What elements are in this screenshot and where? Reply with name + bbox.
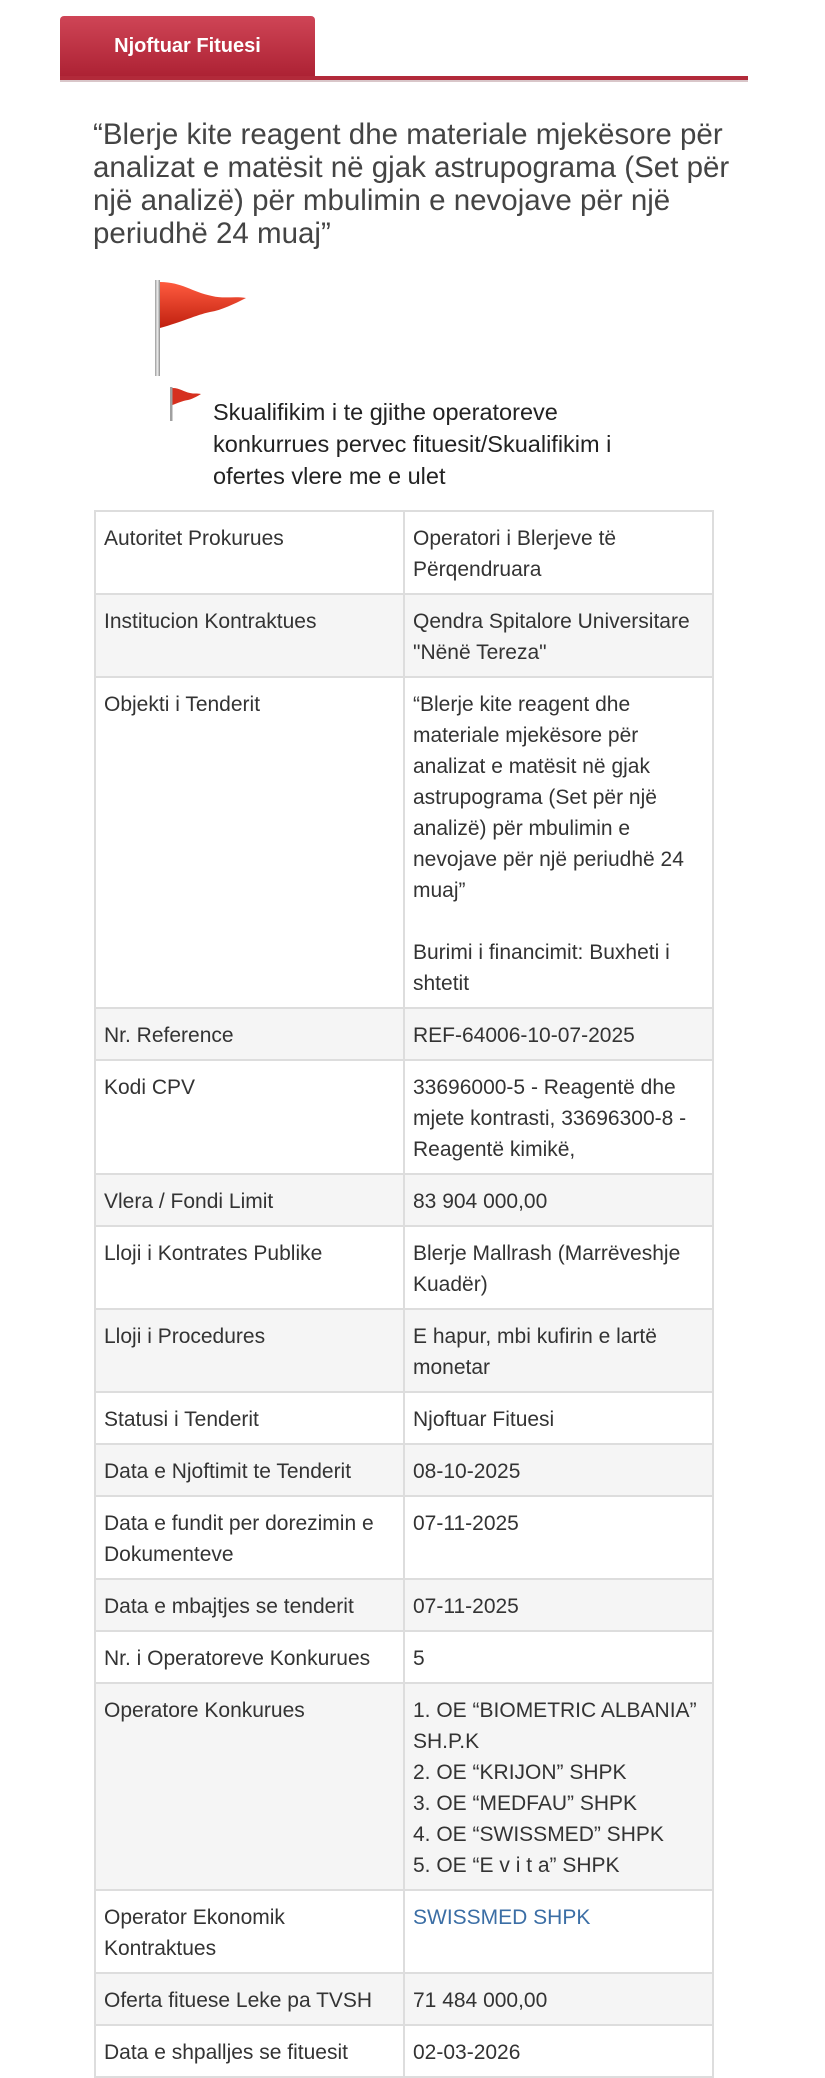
- row-value: E hapur, mbi kufirin e lartë monetar: [404, 1309, 713, 1392]
- operator-item: 1. OE “BIOMETRIC ALBANIA” SH.P.K: [413, 1699, 697, 1753]
- table-row: [95, 1392, 713, 1444]
- table-row: [95, 1579, 713, 1631]
- row-label: Lloji i Kontrates Publike: [95, 1226, 404, 1309]
- operator-item: 3. OE “MEDFAU” SHPK: [413, 1792, 638, 1815]
- row-value: [404, 1683, 713, 1890]
- row-value: REF-64006-10-07-2025: [404, 1008, 713, 1060]
- table-row: [95, 1683, 713, 1890]
- financing-source: Burimi i financimit: Buxheti i shtetit: [413, 941, 670, 995]
- red-flag-icon: [168, 386, 202, 422]
- table-row: [95, 1444, 713, 1496]
- red-flag-icon: [152, 278, 252, 378]
- disqualification-note: Skualifikim i te gjithe operatoreve konkurrues pervec fituesit/Skualifikim i ofertes vlere me e ulet: [213, 399, 612, 489]
- row-value: [404, 1890, 713, 1973]
- row-label: Data e fundit per dorezimin e Dokumenteve: [95, 1496, 404, 1579]
- table-row: [95, 1309, 713, 1392]
- tab-bar: [60, 14, 748, 80]
- row-label: Operator Ekonomik Kontraktues: [95, 1890, 404, 1973]
- row-label: Autoritet Prokurues: [95, 511, 404, 594]
- row-label: Nr. Reference: [95, 1008, 404, 1060]
- row-value: 07-11-2025: [404, 1579, 713, 1631]
- table-row: [95, 677, 713, 1008]
- table-row: [95, 1060, 713, 1174]
- row-label: Statusi i Tenderit: [95, 1392, 404, 1444]
- row-value: Blerje Mallrash (Marrëveshje Kuadër): [404, 1226, 713, 1309]
- table-row: [95, 1890, 713, 1973]
- row-value: 02-03-2026: [404, 2025, 713, 2077]
- row-label: Data e shpalljes se fituesit: [95, 2025, 404, 2077]
- page-title: “Blerje kite reagent dhe materiale mjekësore për analizat e matësit në gjak astrupograma (Set për një analizë) për mbulimin e nevojave për një periudhë 24 muaj”: [93, 118, 730, 250]
- table-row: [95, 1631, 713, 1683]
- table-row: [95, 511, 713, 594]
- row-value: Njoftuar Fituesi: [404, 1392, 713, 1444]
- row-label: Vlera / Fondi Limit: [95, 1174, 404, 1226]
- operator-item: 4. OE “SWISSMED” SHPK: [413, 1823, 664, 1846]
- row-value: Operatori i Blerjeve të Përqendruara: [404, 511, 713, 594]
- row-label: Data e Njoftimit te Tenderit: [95, 1444, 404, 1496]
- table-row: [95, 594, 713, 677]
- row-value: Qendra Spitalore Universitare "Nënë Tereza": [404, 594, 713, 677]
- row-value: 33696000-5 - Reagentë dhe mjete kontrasti, 33696300-8 - Reagentë kimikë,: [404, 1060, 713, 1174]
- tender-details-table: [94, 510, 714, 2078]
- tender-object-text: “Blerje kite reagent dhe materiale mjekësore për analizat e matësit në gjak astrupograma (Set për një analizë) për mbulimin e nevojave për një periudhë 24 muaj”: [413, 693, 684, 902]
- table-row: [95, 1008, 713, 1060]
- row-label: Lloji i Procedures: [95, 1309, 404, 1392]
- table-row: [95, 2025, 713, 2077]
- table-row: [95, 1496, 713, 1579]
- row-value: 83 904 000,00: [404, 1174, 713, 1226]
- row-value: 5: [404, 1631, 713, 1683]
- row-label: Oferta fituese Leke pa TVSH: [95, 1973, 404, 2025]
- row-label: Objekti i Tenderit: [95, 677, 404, 1008]
- row-label: Nr. i Operatoreve Konkurues: [95, 1631, 404, 1683]
- row-value: 07-11-2025: [404, 1496, 713, 1579]
- table-row: [95, 1174, 713, 1226]
- row-value: [404, 677, 713, 1008]
- row-label: Operatore Konkurues: [95, 1683, 404, 1890]
- operator-item: 5. OE “E v i t a” SHPK: [413, 1854, 620, 1877]
- row-label: Kodi CPV: [95, 1060, 404, 1174]
- contracted-operator-link[interactable]: SWISSMED SHPK: [413, 1906, 591, 1929]
- row-label: Data e mbajtjes se tenderit: [95, 1579, 404, 1631]
- table-row: [95, 1973, 713, 2025]
- tab-njoftuar-fituesi[interactable]: Njoftuar Fituesi: [60, 16, 315, 76]
- row-value: 08-10-2025: [404, 1444, 713, 1496]
- operator-item: 2. OE “KRIJON” SHPK: [413, 1761, 627, 1784]
- row-value: 71 484 000,00: [404, 1973, 713, 2025]
- table-row: [95, 1226, 713, 1309]
- row-label: Institucion Kontraktues: [95, 594, 404, 677]
